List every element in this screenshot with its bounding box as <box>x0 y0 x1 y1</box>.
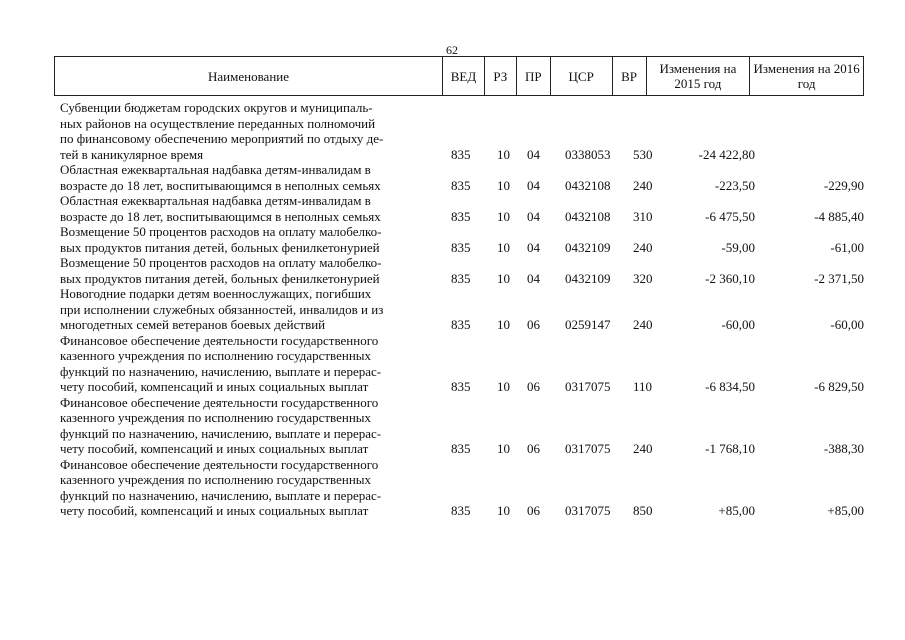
row-name-line: Финансовое обеспечение деятельности государственного <box>60 394 379 410</box>
row-name-line: по финансовому обеспечению мероприятий по отдыху де- <box>60 131 384 146</box>
cell-pr: 06 <box>527 379 540 394</box>
cell-rz: 10 <box>497 317 510 332</box>
table-header <box>54 56 864 96</box>
row-name-line: Возмещение 50 процентов расходов на оплату малобелко- <box>60 255 382 270</box>
row-values <box>60 239 868 255</box>
cell-change-2016: +85,00 <box>827 503 864 518</box>
row-name-line: ных районов на осуществление переданных полномочий <box>60 115 376 131</box>
cell-change-2015: -1 768,10 <box>705 441 755 456</box>
cell-ved: 835 <box>451 270 471 286</box>
cell-change-2015: -24 422,80 <box>698 146 755 162</box>
row-name-line: функций по назначению, начислению, выплате и перерас- <box>60 425 382 441</box>
cell-pr: 06 <box>527 317 540 332</box>
header-vr: ВР <box>612 57 646 95</box>
cell-pr: 04 <box>527 146 540 162</box>
table-body <box>60 100 868 519</box>
row-name-line: Областная ежеквартальная надбавка детям-инвалидам в <box>60 162 371 177</box>
cell-csr: 0317075 <box>565 503 611 518</box>
cell-vr: 240 <box>633 441 653 456</box>
header-name: Наименование <box>208 68 290 84</box>
cell-change-2016: -388,30 <box>823 441 864 456</box>
row-name-line: Возмещение 50 процентов расходов на оплату малобелко- <box>60 224 382 239</box>
table-row <box>60 255 868 286</box>
cell-csr: 0317075 <box>565 441 611 456</box>
cell-ved: 835 <box>451 177 471 193</box>
row-name-line: возрасте до 18 лет, воспитывающимся в неполных семьях <box>60 177 381 193</box>
table-row <box>60 224 868 255</box>
row-values <box>60 503 868 519</box>
table-row <box>60 286 868 333</box>
cell-rz: 10 <box>497 177 510 193</box>
row-name-line: возрасте до 18 лет, воспитывающимся в неполных семьях <box>60 208 381 224</box>
cell-ved: 835 <box>451 503 471 518</box>
cell-pr: 06 <box>527 441 540 456</box>
cell-ved: 835 <box>451 239 471 255</box>
cell-vr: 240 <box>633 317 653 332</box>
cell-rz: 10 <box>497 503 510 518</box>
cell-csr: 0338053 <box>565 146 611 162</box>
page-number: 62 <box>446 43 458 57</box>
cell-change-2015: -223,50 <box>714 177 755 193</box>
row-name-line: Финансовое обеспечение деятельности государственного <box>60 332 379 348</box>
cell-rz: 10 <box>497 208 510 224</box>
cell-ved: 835 <box>451 208 471 224</box>
header-csr: ЦСР <box>550 57 612 95</box>
cell-change-2016: -229,90 <box>823 177 864 193</box>
row-name-line: многодетных семей ветеранов боевых действий <box>60 317 326 332</box>
header-change-2016: Изменения на 2016 год <box>749 57 863 95</box>
cell-rz: 10 <box>497 379 510 394</box>
table-row <box>60 395 868 457</box>
header-pr: ПР <box>516 57 550 95</box>
cell-vr: 240 <box>633 239 653 255</box>
cell-pr: 04 <box>527 270 540 286</box>
row-values <box>60 270 868 286</box>
cell-csr: 0432108 <box>565 177 611 193</box>
cell-vr: 850 <box>633 503 653 518</box>
cell-csr: 0432109 <box>565 270 611 286</box>
cell-csr: 0432108 <box>565 208 611 224</box>
cell-change-2015: -59,00 <box>721 239 755 255</box>
cell-rz: 10 <box>497 270 510 286</box>
cell-vr: 320 <box>633 270 653 286</box>
row-name-line: Субвенции бюджетам городских округов и муниципаль- <box>60 100 373 115</box>
cell-change-2016: -4 885,40 <box>814 208 864 224</box>
cell-pr: 04 <box>527 177 540 193</box>
row-name-line: чету пособий, компенсаций и иных социальных выплат <box>60 441 369 456</box>
cell-csr: 0259147 <box>565 317 611 332</box>
row-values <box>60 177 868 193</box>
cell-change-2016: -60,00 <box>830 317 864 332</box>
cell-vr: 240 <box>633 177 653 193</box>
cell-csr: 0432109 <box>565 239 611 255</box>
row-name-line: вых продуктов питания детей, больных фенилкетонурией <box>60 239 380 255</box>
row-name-line: чету пособий, компенсаций и иных социальных выплат <box>60 503 369 518</box>
row-values <box>60 441 868 457</box>
row-name-line: казенного учреждения по исполнению государственных <box>60 472 372 487</box>
row-name-line: Областная ежеквартальная надбавка детям-инвалидам в <box>60 193 371 208</box>
row-name-line: Финансовое обеспечение деятельности государственного <box>60 456 379 472</box>
cell-change-2015: +85,00 <box>718 503 755 518</box>
cell-ved: 835 <box>451 146 471 162</box>
cell-vr: 530 <box>633 146 653 162</box>
row-name-line: казенного учреждения по исполнению государственных <box>60 348 372 363</box>
cell-change-2015: -2 360,10 <box>705 270 755 286</box>
row-values <box>60 317 868 333</box>
cell-csr: 0317075 <box>565 379 611 394</box>
row-values <box>60 146 868 162</box>
header-ved: ВЕД <box>442 57 484 95</box>
row-name-line: функций по назначению, начислению, выплате и перерас- <box>60 487 382 503</box>
table-row <box>60 100 868 162</box>
row-name-line: казенного учреждения по исполнению государственных <box>60 410 372 425</box>
cell-vr: 110 <box>633 379 653 394</box>
header-change-2015: Изменения на 2015 год <box>646 57 750 95</box>
row-values <box>60 379 868 395</box>
row-name-line: функций по назначению, начислению, выплате и перерас- <box>60 363 382 379</box>
table-row <box>60 193 868 224</box>
table-row <box>60 333 868 395</box>
cell-pr: 04 <box>527 208 540 224</box>
cell-vr: 310 <box>633 208 653 224</box>
row-values <box>60 208 868 224</box>
header-rz: РЗ <box>484 57 516 95</box>
cell-change-2016: -61,00 <box>830 239 864 255</box>
table-row <box>60 457 868 519</box>
cell-rz: 10 <box>497 146 510 162</box>
cell-pr: 06 <box>527 503 540 518</box>
row-name-line: чету пособий, компенсаций и иных социальных выплат <box>60 379 369 394</box>
row-name-line: Новогодние подарки детям военнослужащих, погибших <box>60 286 372 301</box>
cell-change-2015: -60,00 <box>721 317 755 332</box>
cell-pr: 04 <box>527 239 540 255</box>
table-row <box>60 162 868 193</box>
cell-rz: 10 <box>497 441 510 456</box>
cell-change-2016: -6 829,50 <box>814 379 864 394</box>
cell-change-2015: -6 475,50 <box>705 208 755 224</box>
row-name-line: при исполнении служебных обязанностей, инвалидов и из <box>60 301 384 317</box>
cell-ved: 835 <box>451 441 471 456</box>
cell-change-2015: -6 834,50 <box>705 379 755 394</box>
cell-ved: 835 <box>451 317 471 332</box>
cell-rz: 10 <box>497 239 510 255</box>
row-name-line: вых продуктов питания детей, больных фенилкетонурией <box>60 270 380 286</box>
cell-change-2016: -2 371,50 <box>814 270 864 286</box>
cell-ved: 835 <box>451 379 471 394</box>
row-name-line: тей в каникулярное время <box>60 146 204 162</box>
